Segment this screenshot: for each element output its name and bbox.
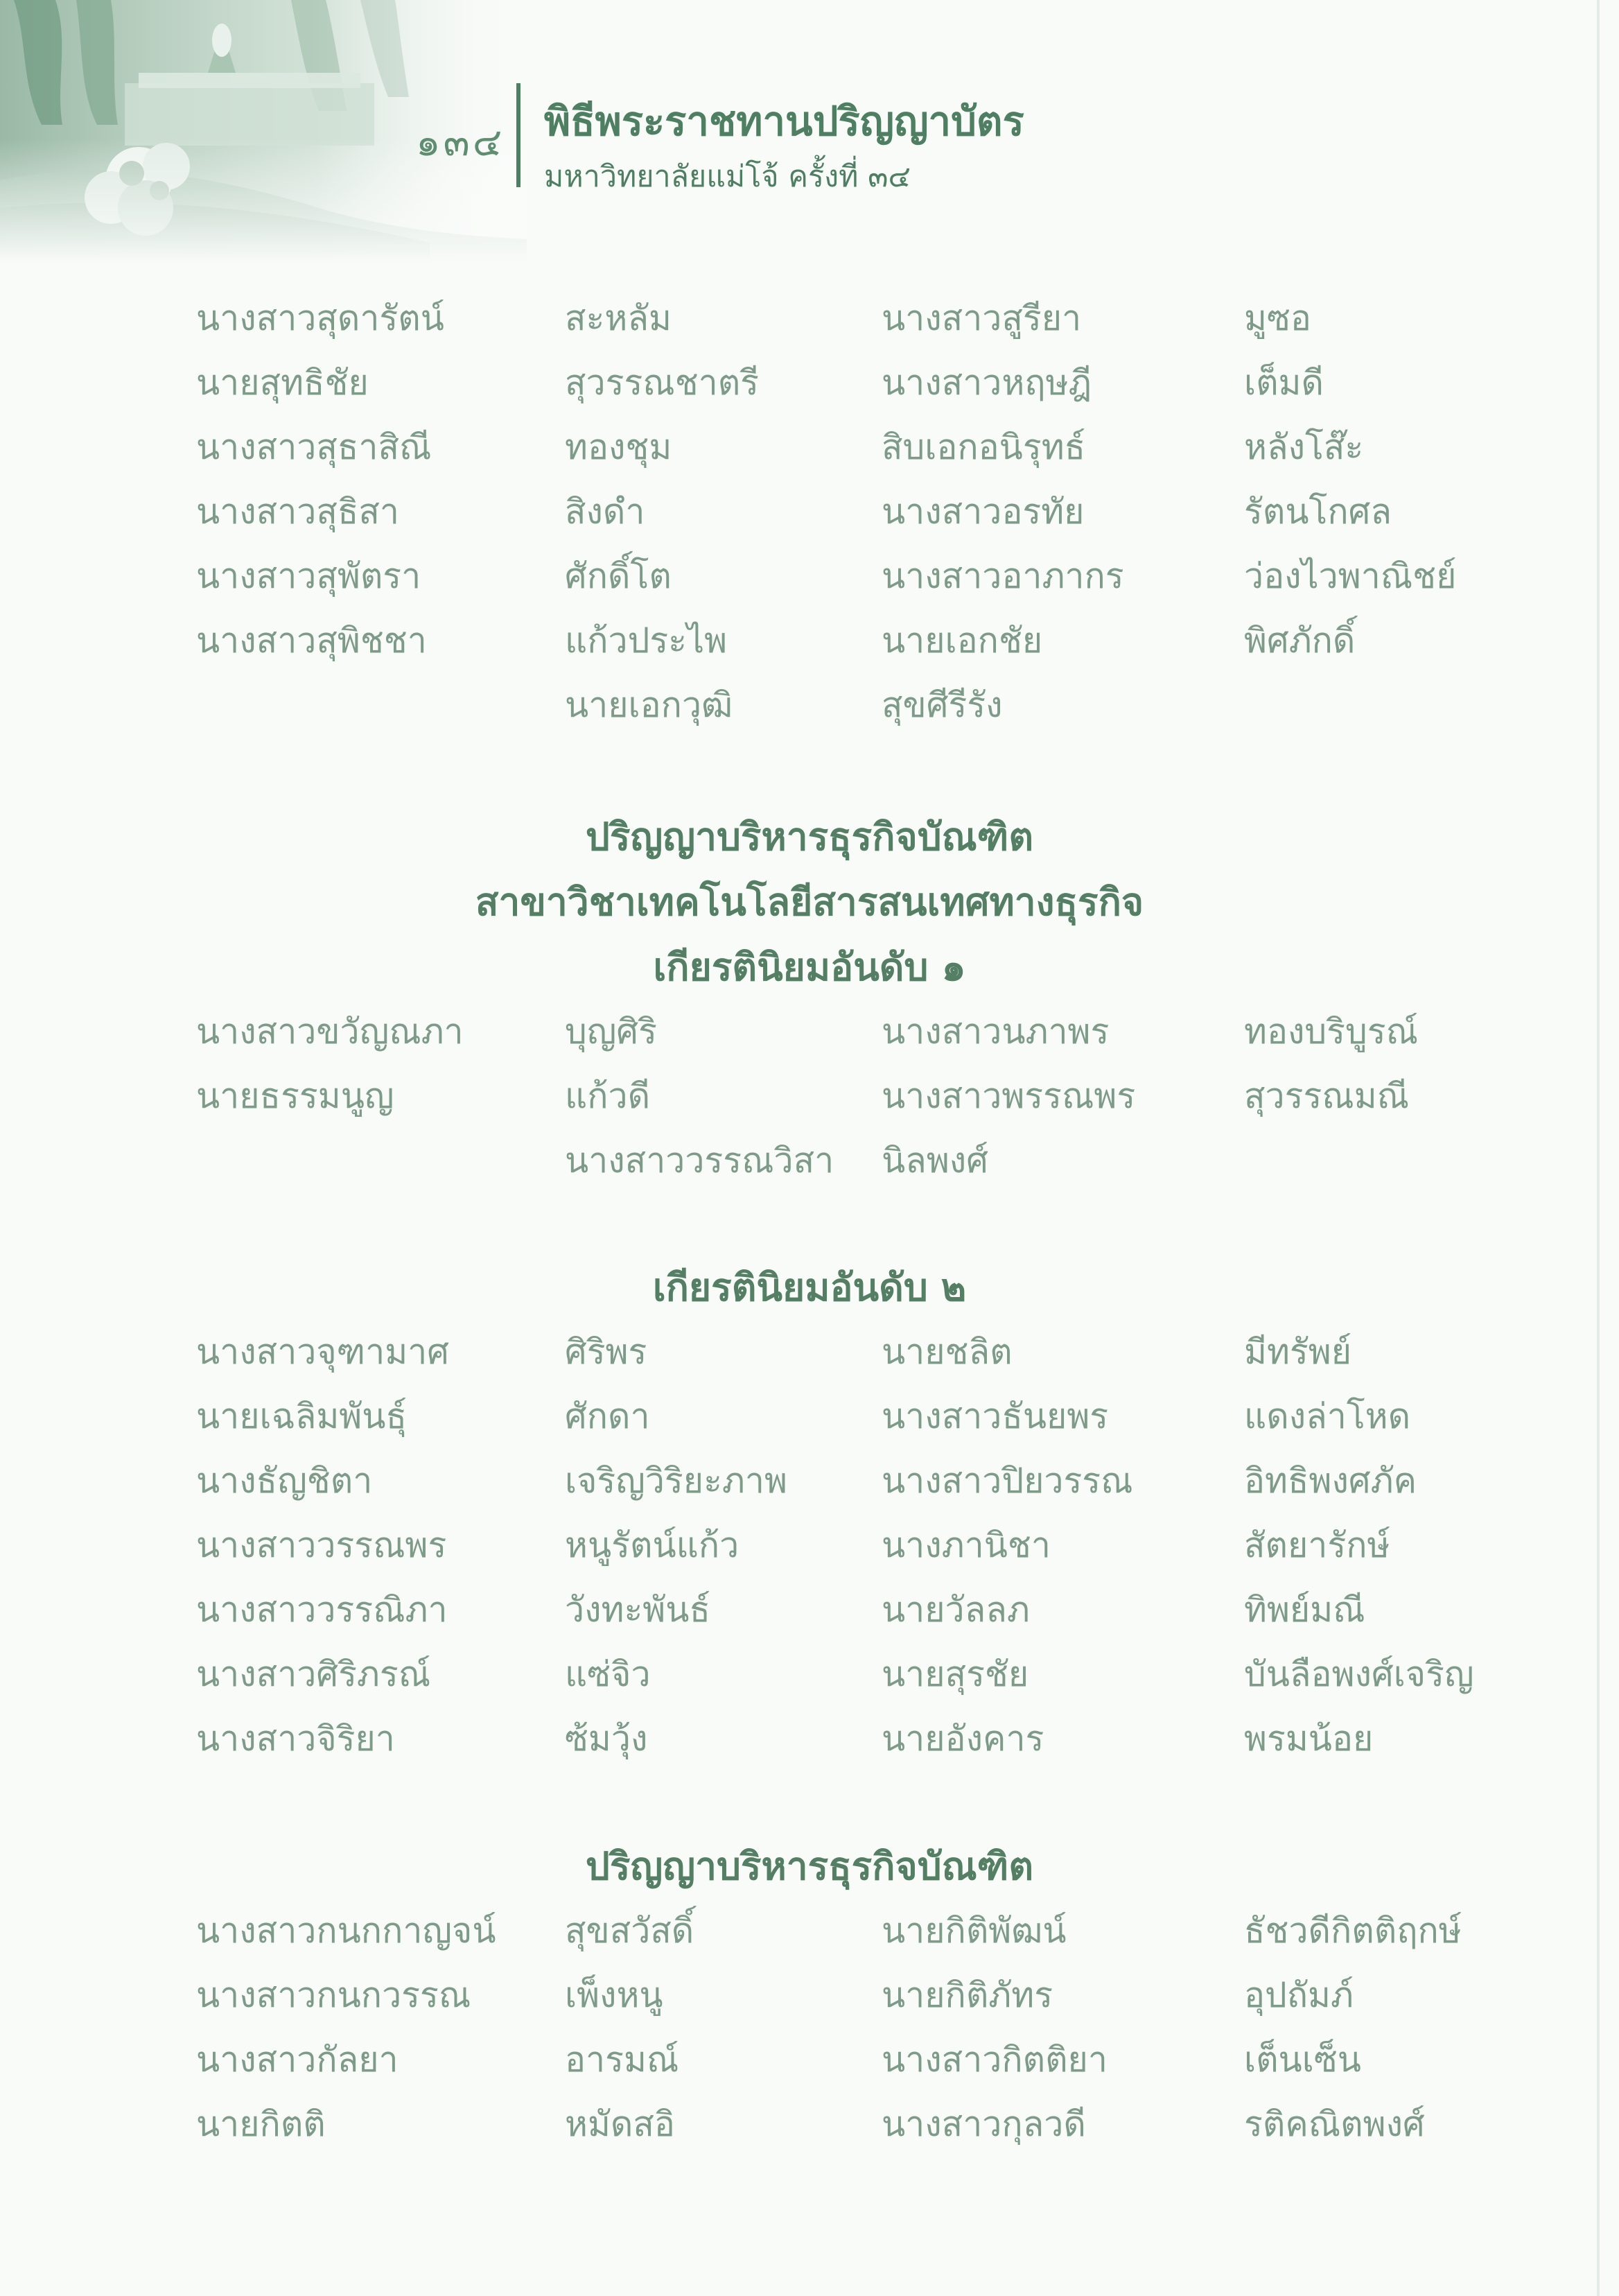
last-name: มูซอ [1244,298,1311,338]
first-name: นางธัญชิตา [196,1461,373,1501]
graduate-row [0,1963,1619,2028]
last-name: อุปถัมภ์ [1244,1975,1354,2015]
graduate-row [0,1129,1619,1193]
graduate-row [0,1320,1619,1384]
honours-heading: เกียรตินิยมอันดับ ๒ [652,1265,967,1310]
first-name: นางสาวจุฑามาศ [196,1332,449,1372]
first-name: นางสาวสุธาสิณี [196,427,432,467]
first-name: นางสาวจิริยา [196,1719,395,1759]
graduate-row [0,415,1619,480]
last-name: สุวรรณชาตรี [565,363,760,403]
first-name: นายชลิต [882,1332,1013,1372]
first-name: สิบเอกอนิรุทธ์ [882,427,1086,467]
last-name: แซ่จิว [565,1654,651,1694]
first-name: นายเอกชัย [882,620,1043,661]
graduate-row [0,351,1619,415]
first-name: นางสาวสุพัตรา [196,556,421,596]
last-name: ศักดิ์โต [565,556,672,596]
graduate-row [0,673,1619,738]
first-name: นางสาวอรทัย [882,492,1085,532]
last-name: สะหลัม [565,298,672,338]
graduate-row [0,544,1619,609]
last-name: รัตนโกศล [1244,492,1392,532]
first-name: นายกิติภัทร [882,1975,1053,2015]
first-name: นางภานิชา [882,1525,1051,1565]
last-name: หนูรัตน์แก้ว [565,1525,740,1565]
last-name: ธัชวดีกิตติฤกษ์ [1244,1911,1462,1951]
last-name: เจริญวิริยะภาพ [565,1461,787,1501]
last-name: สุขศีรีรัง [882,685,1003,725]
first-name: นายเอกวุฒิ [565,685,733,725]
degree-heading: ปริญญาบริหารธุรกิจบัณฑิต [585,1844,1034,1888]
last-name: เพ็งหนู [565,1975,663,2015]
last-name: รติคณิตพงศ์ [1244,2104,1425,2144]
business-administration-section [0,1834,1619,2157]
last-name: นิลพงศ์ [882,1140,988,1181]
first-name: นางสาวสุพิชชา [196,620,427,661]
first-name: นางสาวขวัญณภา [196,1011,464,1052]
graduate-row [0,1449,1619,1513]
first-name: นางสาวสูรียา [882,298,1082,338]
last-name: มีทรัพย์ [1244,1332,1352,1372]
last-name: แดงล่าโหด [1244,1396,1411,1436]
first-name: นางสาวหฤษฎี [882,363,1092,403]
last-name: หลังโส๊ะ [1244,427,1364,467]
first-name: นายวัลลภ [882,1590,1030,1630]
last-name: สุขสวัสดิ์ [565,1911,694,1951]
ceremony-subtitle: มหาวิทยาลัยแม่โจ้ ครั้งที่ ๓๔ [544,159,911,194]
first-name: นายอังคาร [882,1719,1044,1759]
graduate-row [0,1642,1619,1707]
graduate-row [0,480,1619,544]
last-name: เต็มดี [1244,363,1324,403]
last-name: ซ้มวุ้ง [565,1719,648,1759]
first-name: นายธรรมนูญ [196,1076,394,1116]
last-name: วังทะพันธ์ [565,1590,710,1630]
first-name: นางสาววรรณิภา [196,1590,448,1630]
last-name: แก้วประไพ [565,620,728,661]
first-name: นางสาวกิตติยา [882,2040,1108,2080]
last-name: แก้วดี [565,1076,651,1116]
graduate-list-continued [0,286,1619,738]
first-name: นางสาวสุดารัตน์ [196,298,444,338]
first-name: นายเฉลิมพันธุ์ [196,1396,407,1436]
header-divider [516,83,520,187]
last-name: สัตยารักษ์ [1244,1525,1390,1565]
first-name: นางสาวพรรณพร [882,1076,1136,1116]
first-name: นางสาววรรณวิสา [565,1140,834,1181]
last-name: ศักดา [565,1396,650,1436]
first-name: นางสาวศิริภรณ์ [196,1654,431,1694]
first-name: นางสาวกัลยา [196,2040,399,2080]
last-name: อิทธิพงศภัค [1244,1461,1417,1501]
graduate-row [0,286,1619,351]
first-name: นางสาวอาภากร [882,556,1124,596]
honours-heading: เกียรตินิยมอันดับ ๑ [653,945,966,989]
last-name: บุญศิริ [565,1011,657,1052]
first-name: นางสาวกุลวดี [882,2104,1086,2144]
last-name: พรมน้อย [1244,1719,1374,1759]
major-heading: สาขาวิชาเทคโนโลยีสารสนเทศทางธุรกิจ [475,880,1144,924]
first-name: นายกิติพัฒน์ [882,1911,1067,1951]
first-name: นางสาวกนกวรรณ [196,1975,471,2015]
last-name: ทองบริบูรณ์ [1244,1011,1418,1052]
first-name: นายสุทธิชัย [196,363,369,403]
graduate-row [0,1578,1619,1642]
first-name: นางสาวธันยพร [882,1396,1109,1436]
degree-heading: ปริญญาบริหารธุรกิจบัณฑิต [585,815,1034,859]
last-name: เต็นเซ็น [1244,2040,1361,2080]
last-name: หมัดสอิ [565,2104,675,2144]
last-name: ศิริพร [565,1332,647,1372]
last-name: สุวรรณมณี [1244,1076,1410,1116]
last-name: ทิพย์มณี [1244,1590,1365,1630]
ceremony-title: พิธีพระราชทานปริญญาบัตร [544,98,1024,145]
last-name: สิงดำ [565,492,645,532]
graduate-row [0,2028,1619,2092]
first-name: นายสุรชัย [882,1654,1029,1694]
first-name: นางสาวนภาพร [882,1011,1110,1052]
first-name: นางสาวปิยวรรณ [882,1461,1133,1501]
last-name: อารมณ์ [565,2040,679,2080]
graduate-row [0,1064,1619,1129]
graduate-row [0,2092,1619,2157]
graduate-row [0,1707,1619,1771]
graduate-row [0,1384,1619,1449]
first-name: นางสาววรรณพร [196,1525,447,1565]
last-name: พิศภักดิ์ [1244,620,1356,661]
first-name: นางสาวสุธิสา [196,492,399,532]
first-name: นายกิตติ [196,2104,326,2144]
page-number: ๑๓๔ [416,120,505,165]
honours-first-class-section [0,804,1619,1193]
graduate-row [0,609,1619,673]
graduate-row [0,1513,1619,1578]
honours-second-class-section [0,1255,1619,1771]
first-name: นางสาวกนกกาญจน์ [196,1911,496,1951]
last-name: ว่องไวพาณิชย์ [1244,556,1457,596]
last-name: บันลือพงศ์เจริญ [1244,1654,1474,1694]
graduate-row [0,1899,1619,1963]
last-name: ทองชุม [565,427,672,467]
graduate-row [0,1000,1619,1064]
